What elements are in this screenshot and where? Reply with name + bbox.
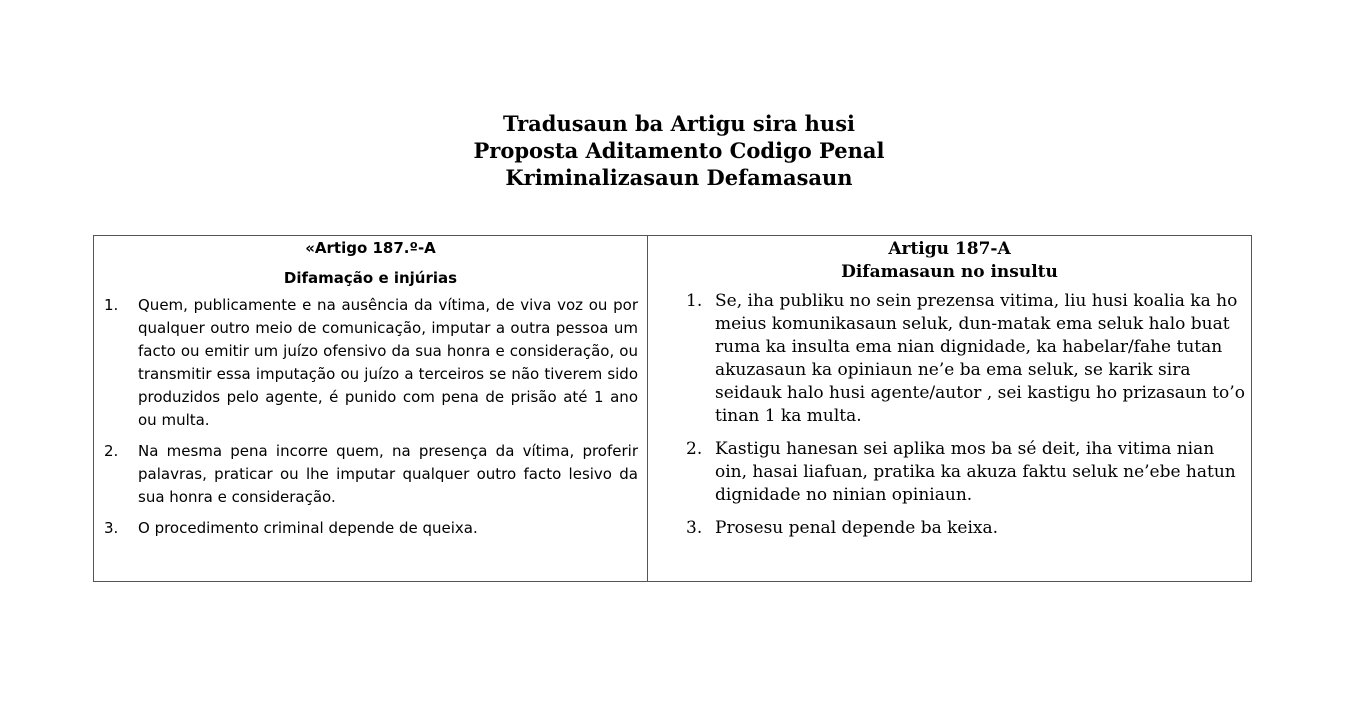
list-item xyxy=(94,294,647,432)
tetum-article-number: Artigu 187-A xyxy=(888,239,1011,259)
clause-text: Na mesma pena incorre quem, na presença da vítima, proferir palavras, praticar ou lhe imputar qualquer outro facto lesivo da sua honra e consideração. xyxy=(138,442,638,506)
header-title-line-3: Kriminalizasaun Defamasaun xyxy=(505,165,853,190)
tetum-column xyxy=(648,236,1252,582)
header-title-line-2: Proposta Aditamento Codigo Penal xyxy=(473,138,885,163)
clause-text: O procedimento criminal depende de queixa. xyxy=(138,519,478,537)
list-item xyxy=(94,440,647,509)
portuguese-column xyxy=(94,236,648,582)
document-header xyxy=(0,110,1358,191)
clause-number: 1. xyxy=(104,296,119,314)
comparison-table xyxy=(93,235,1252,582)
list-item xyxy=(94,517,647,540)
clause-number: 2. xyxy=(686,439,703,459)
clause-number: 3. xyxy=(104,519,119,537)
clause-number: 1. xyxy=(686,291,703,311)
portuguese-article-number: «Artigo 187.º-A xyxy=(305,239,436,257)
clause-text: Kastigu hanesan sei aplika mos ba sé deit, iha vitima nian oin, hasai liafuan, pratika ka akuza faktu seluk ne’ebe hatun dignidade no ninian opiniaun. xyxy=(715,439,1236,505)
list-item xyxy=(648,517,1251,540)
clause-text: Prosesu penal depende ba keixa. xyxy=(715,518,999,538)
portuguese-clause-list xyxy=(94,294,647,540)
list-item xyxy=(648,290,1251,428)
clause-text: Quem, publicamente e na ausência da vítima, de viva voz ou por qualquer outro meio de comunicação, imputar a outra pessoa um facto ou emitir um juízo ofensivo da sua honra e consideração, ou transmitir essa imputação ou juízo a terceiros se não tiverem sido produzidos pelo agente, é punido com pena de prisão até 1 ano ou multa. xyxy=(138,296,638,429)
clause-number: 2. xyxy=(104,442,119,460)
clause-text: Se, iha publiku no sein prezensa vitima, liu husi koalia ka ho meius komunikasaun seluk, dun-matak ema seluk halo buat ruma ka insulta ema nian dignidade, ka habelar/fahe tutan akuzasaun ka opiniaun ne’e ba ema seluk, se karik sira seidauk halo husi agente/autor , sei kastigu ho prizasaun to’o tinan 1 ka multa. xyxy=(715,291,1245,426)
tetum-article-title: Difamasaun no insultu xyxy=(841,262,1058,282)
tetum-clause-list xyxy=(648,290,1251,540)
header-title-line-1: Tradusaun ba Artigu sira husi xyxy=(502,111,856,136)
table-row xyxy=(94,236,1252,582)
clause-number: 3. xyxy=(686,518,703,538)
list-item xyxy=(648,438,1251,507)
portuguese-article-title: Difamação e injúrias xyxy=(283,269,458,287)
